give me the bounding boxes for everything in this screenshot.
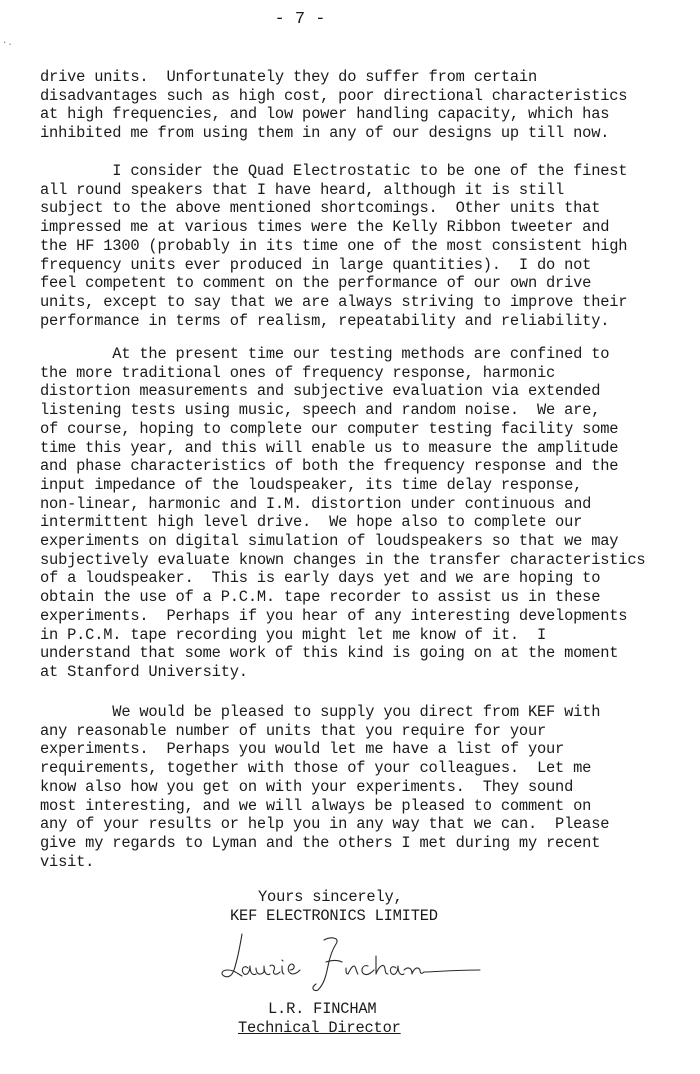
signature-image xyxy=(212,926,492,994)
text-line: in P.C.M. tape recording you might let me know of it. I xyxy=(40,625,547,644)
text-line: experiments. Perhaps if you hear of any interesting developments xyxy=(40,606,628,625)
text-line: drive units. Unfortunately they do suffer from certain xyxy=(40,68,537,86)
text-line: any of your results or help you in any way that we can. Please xyxy=(40,815,610,834)
paragraph-1 xyxy=(40,68,670,143)
text-line: at high frequencies, and low power handling capacity, which has xyxy=(40,105,610,124)
text-line: most interesting, and we will always be pleased to comment on xyxy=(40,796,592,815)
text-line: at Stanford University. xyxy=(40,662,248,681)
text-line: At the present time our testing methods are confined to xyxy=(40,345,610,363)
paragraph-2 xyxy=(40,162,670,330)
text-line: all round speakers that I have heard, although it is still xyxy=(40,180,565,199)
text-line: experiments on digital simulation of loudspeakers so that we may xyxy=(40,532,619,551)
text-line: the HF 1300 (probably in its time one of the most consistent high xyxy=(40,236,628,255)
text-line: of a loudspeaker. This is early days yet and we are hoping to xyxy=(40,569,601,588)
text-line: intermittent high level drive. We hope also to complete our xyxy=(40,513,583,532)
text-line: distortion measurements and subjective evaluation via extended xyxy=(40,382,601,401)
text-line: non-linear, harmonic and I.M. distortion under continuous and xyxy=(40,494,592,513)
text-line: listening tests using music, speech and random noise. We are, xyxy=(40,401,601,420)
text-line: time this year, and this will enable us to measure the amplitude xyxy=(40,438,619,457)
text-line: of course, hoping to complete our computer testing facility some xyxy=(40,419,619,438)
text-line: I consider the Quad Electrostatic to be one of the finest xyxy=(40,162,628,180)
text-line: performance in terms of realism, repeatability and reliability. xyxy=(40,311,610,330)
page-number: - 7 - xyxy=(274,10,326,29)
text-line: inhibited me from using them in any of our designs up till now. xyxy=(40,124,610,143)
text-line: feel competent to comment on the performance of our own drive xyxy=(40,274,592,293)
text-line: impressed me at various times were the Kelly Ribbon tweeter and xyxy=(40,218,610,237)
paragraph-3 xyxy=(40,345,670,682)
text-line: disadvantages such as high cost, poor directional characteristics xyxy=(40,86,628,105)
closing-salutation: Yours sincerely, xyxy=(258,888,403,906)
margin-mark: ·. xyxy=(2,38,13,48)
company-name: KEF ELECTRONICS LIMITED xyxy=(230,907,438,925)
signer-title: Technical Director xyxy=(238,1019,401,1037)
text-line: the more traditional ones of frequency response, harmonic xyxy=(40,363,556,382)
text-line: requirements, together with those of your colleagues. Let me xyxy=(40,759,592,778)
text-line: any reasonable number of units that you require for your xyxy=(40,721,547,740)
text-line: know also how you get on with your experiments. They sound xyxy=(40,777,574,796)
signer-name: L.R. FINCHAM xyxy=(268,1000,377,1018)
text-line: subject to the above mentioned shortcomings. Other units that xyxy=(40,199,601,218)
text-line: subjectively evaluate known changes in the transfer characteristics xyxy=(40,550,646,569)
text-line: visit. xyxy=(40,852,95,871)
text-line: give my regards to Lyman and the others I met during my recent xyxy=(40,833,601,852)
paragraph-4 xyxy=(40,703,670,871)
text-line: obtain the use of a P.C.M. tape recorder to assist us in these xyxy=(40,588,601,607)
text-line: units, except to say that we are always striving to improve their xyxy=(40,292,628,311)
text-line: We would be pleased to supply you direct from KEF with xyxy=(40,703,601,721)
text-line: input impedance of the loudspeaker, its time delay response, xyxy=(40,475,583,494)
text-line: understand that some work of this kind is going on at the moment xyxy=(40,644,619,663)
text-line: experiments. Perhaps you would let me have a list of your xyxy=(40,740,565,759)
text-line: frequency units ever produced in large quantities). I do not xyxy=(40,255,592,274)
text-line: and phase characteristics of both the frequency response and the xyxy=(40,457,619,476)
